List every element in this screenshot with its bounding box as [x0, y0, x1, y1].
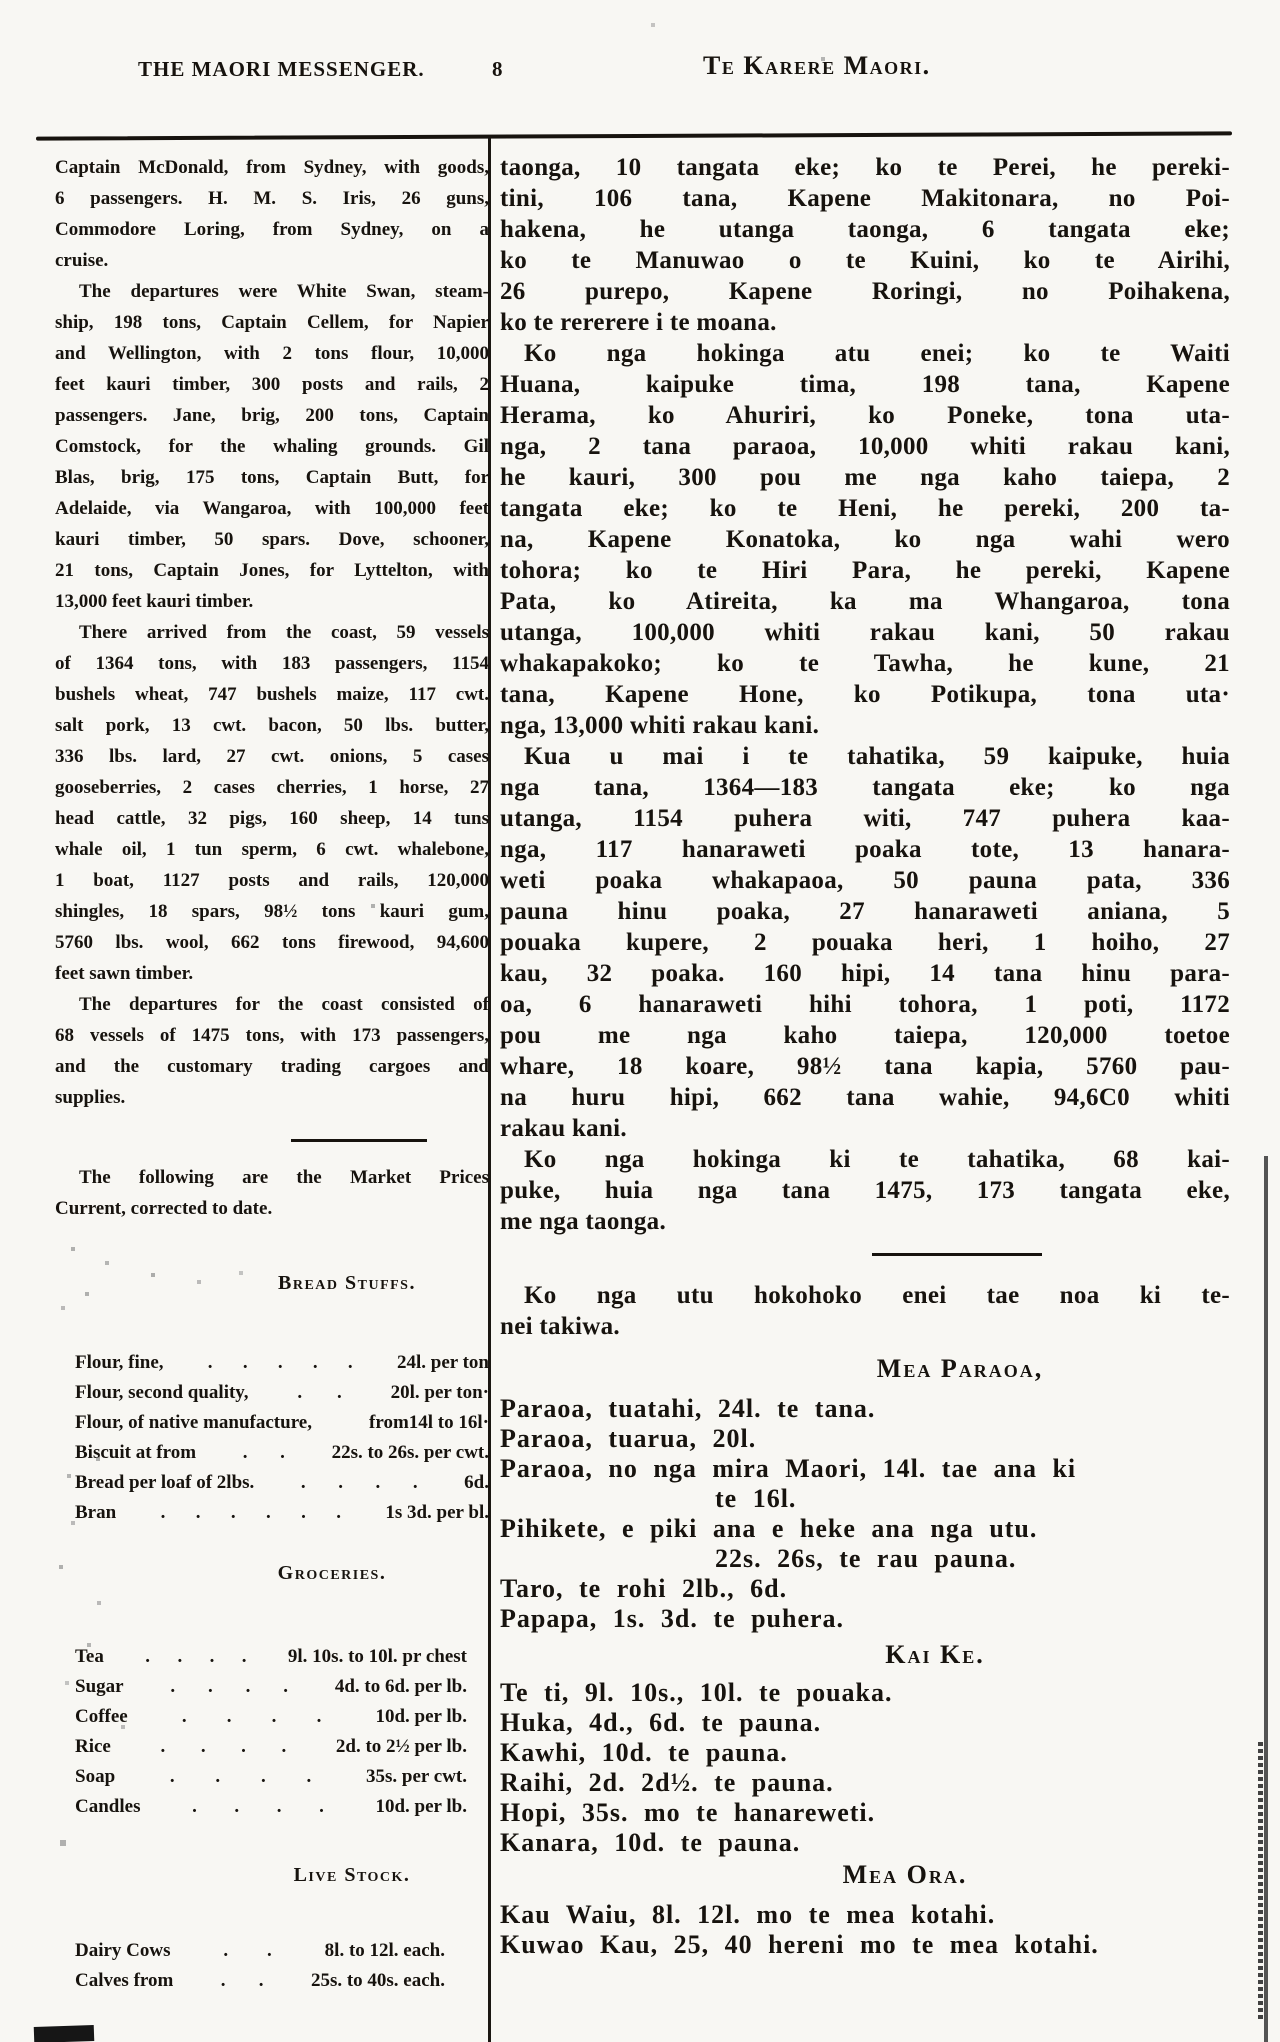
price-row: [55, 1702, 467, 1732]
price-item-name: Rice: [75, 1736, 111, 1757]
text-line: The departures were White Swan, steam-: [79, 281, 489, 302]
price-line: Huka, 4d., 6d. te pauna.: [500, 1708, 822, 1737]
price-line: Te ti, 9l. 10s., 10l. te pouaka.: [500, 1678, 893, 1707]
leader-dot: .: [319, 1796, 324, 1817]
header-rule: [36, 131, 1232, 140]
price-row: [55, 1378, 489, 1408]
dot-leader: [128, 1702, 376, 1732]
price-value: 2d. to 2½ per lb.: [335, 1736, 467, 1757]
price-row: [55, 1348, 489, 1378]
text-line: puke, huia nga tana 1475, 173 tangata eke,: [500, 1177, 1230, 1204]
price-row: [55, 1468, 489, 1498]
price-value: 22s. to 26s. per cwt.: [331, 1442, 489, 1463]
price-value: 8l. to 12l. each.: [324, 1940, 445, 1961]
dot-leader: [111, 1732, 336, 1762]
leader-dot: .: [312, 1352, 318, 1373]
text-line: There arrived from the coast, 59 vessels: [79, 622, 489, 643]
price-row: [55, 1966, 445, 1996]
price-item-name: Dairy Cows: [75, 1940, 171, 1961]
maori-column: [500, 152, 1230, 1960]
text-line: Kua u mai i te tahatika, 59 kaipuke, huia: [524, 743, 1230, 770]
leader-dot: .: [316, 1706, 322, 1727]
leader-dot: .: [338, 1472, 343, 1493]
dot-leader: [173, 1966, 311, 1996]
section-rule: [291, 1139, 427, 1142]
text-line: kauri timber, 50 spars. Dove, schooner,: [55, 529, 489, 550]
text-line: 336 lbs. lard, 27 cwt. onions, 5 cases: [55, 746, 489, 767]
english-column: [55, 152, 489, 1996]
text-line: supplies.: [55, 1087, 126, 1108]
text-line: na, Kapene Konatoka, ko nga wahi wero: [500, 526, 1230, 553]
dot-leader: [249, 1378, 391, 1408]
text-line: weti poaka whakapaoa, 50 pauna pata, 336: [500, 867, 1230, 894]
section-heading: Groceries.: [277, 1562, 387, 1584]
leader-dot: .: [160, 1736, 166, 1757]
leader-dot: .: [169, 1766, 175, 1787]
text-line: nei takiwa.: [500, 1313, 620, 1340]
price-list: [500, 1394, 1230, 1634]
section-heading: Bread Stuffs.: [278, 1272, 416, 1294]
text-line: and Wellington, with 2 tons flour, 10,000: [55, 343, 489, 364]
leader-dot: .: [241, 1736, 246, 1757]
price-line: Taro, te rohi 2lb., 6d.: [500, 1574, 788, 1603]
text-line: The following are the Market Prices: [79, 1167, 489, 1188]
text-line: tohora; ko te Hiri Para, he pereki, Kapene: [500, 557, 1230, 584]
text-line: feet kauri timber, 300 posts and rails, 2: [55, 374, 489, 395]
leader-dot: .: [230, 1502, 236, 1523]
price-line: Paraoa, tuatahi, 24l. te tana.: [500, 1394, 876, 1423]
price-item-name: Sugar: [75, 1676, 124, 1697]
text-line: utanga, 1154 puhera witi, 747 puhera kaa-: [500, 805, 1230, 832]
price-item-name: Biscuit at from: [75, 1442, 197, 1463]
leader-dot: .: [301, 1502, 306, 1523]
dot-leader: [196, 1438, 332, 1468]
dot-leader: [104, 1642, 288, 1672]
text-line: 6 passengers. H. M. S. Iris, 26 guns,: [55, 188, 489, 209]
price-row: [55, 1762, 467, 1792]
price-line: 22s. 26s, te rau pauna.: [715, 1544, 1017, 1573]
leader-dot: .: [209, 1646, 215, 1667]
dot-leader: [124, 1672, 335, 1702]
leader-dot: .: [347, 1352, 353, 1373]
text-line: Pata, ko Atireita, ka ma Whangaroa, tona: [500, 588, 1230, 615]
price-value: 4d. to 6d. per lb.: [334, 1676, 467, 1697]
price-item-name: Candles: [75, 1796, 141, 1817]
price-line: Hopi, 35s. mo te hanareweti.: [500, 1798, 876, 1827]
price-value: 24l. per ton: [396, 1352, 489, 1373]
text-line: Captain McDonald, from Sydney, with goods,: [55, 157, 489, 178]
leader-dot: .: [207, 1352, 213, 1373]
text-line: 68 vessels of 1475 tons, with 173 passengers,: [55, 1025, 489, 1046]
section-heading: Live Stock.: [293, 1864, 411, 1886]
price-value: from14l to 16l·: [369, 1412, 489, 1433]
leader-dot: .: [200, 1736, 206, 1757]
masthead-left-title: THE MAORI MESSENGER.: [138, 57, 425, 81]
text-line: Ko nga hokinga atu enei; ko te Waiti: [524, 340, 1230, 367]
price-list: [55, 1348, 489, 1528]
price-row: [55, 1408, 489, 1438]
text-line: 13,000 feet kauri timber.: [55, 591, 254, 612]
text-line: kau, 32 poaka. 160 hipi, 14 tana hinu para-: [500, 960, 1230, 987]
text-line: rakau kani.: [500, 1115, 627, 1142]
price-line: Papapa, 1s. 3d. te puhera.: [500, 1604, 845, 1633]
dot-leader: [254, 1468, 464, 1498]
leader-dot: .: [277, 1352, 283, 1373]
price-line: Raihi, 2d. 2d½. te pauna.: [500, 1768, 834, 1797]
leader-dot: .: [170, 1676, 176, 1697]
text-line: cruise.: [55, 250, 109, 271]
price-line: Paraoa, no nga mira Maori, 14l. tae ana ki: [500, 1454, 1077, 1483]
text-line: 1 boat, 1127 posts and rails, 120,000: [55, 870, 489, 891]
price-list: [500, 1678, 1230, 1858]
leader-dot: .: [280, 1442, 285, 1463]
price-value: 35s. per cwt.: [366, 1766, 467, 1787]
leader-dot: .: [223, 1940, 229, 1961]
dot-leader: [171, 1936, 325, 1966]
leader-dot: .: [215, 1766, 221, 1787]
leader-dot: .: [160, 1502, 166, 1523]
scan-artifact-right-markings: [1258, 1742, 1263, 2022]
text-line: pauna hinu poaka, 27 hanaraweti aniana, 5: [500, 898, 1230, 925]
price-item-name: Bran: [75, 1502, 117, 1523]
price-item-name: Flour, second quality,: [75, 1382, 249, 1403]
leader-dot: .: [208, 1676, 213, 1697]
text-line: passengers. Jane, brig, 200 tons, Captain: [55, 405, 489, 426]
text-line: The departures for the coast consisted of: [79, 994, 489, 1015]
dot-leader: [140, 1792, 375, 1822]
dot-leader: [116, 1498, 385, 1528]
leader-dot: .: [283, 1676, 288, 1697]
text-line: whare, 18 koare, 98½ tana kapia, 5760 pau-: [500, 1053, 1230, 1080]
price-row: [55, 1438, 489, 1468]
text-line: Blas, brig, 175 tons, Captain Butt, for: [55, 467, 489, 488]
scan-artifact-bottom-left: [34, 2025, 95, 2042]
leader-dot: .: [145, 1646, 151, 1667]
section-rule: [872, 1253, 1042, 1256]
leader-dot: .: [258, 1970, 264, 1991]
text-line: Ko nga utu hokohoko enei tae noa ki te-: [524, 1282, 1230, 1309]
text-line: head cattle, 32 pigs, 160 sheep, 14 tuns: [55, 808, 489, 829]
price-line: Kawhi, 10d. te pauna.: [500, 1738, 788, 1767]
text-line: Current, corrected to date.: [55, 1198, 273, 1219]
price-row: [55, 1672, 467, 1702]
leader-dot: .: [337, 1382, 342, 1403]
text-line: na huru hipi, 662 tana wahie, 94,6C0 whiti: [500, 1084, 1230, 1111]
price-value: 9l. 10s. to 10l. pr chest: [287, 1646, 467, 1667]
text-line: 5760 lbs. wool, 662 tons firewood, 94,600: [55, 932, 489, 953]
section-heading: Mea Paraoa,: [876, 1354, 1044, 1383]
text-line: nga, 117 hanaraweti poaka tote, 13 hanara-: [500, 836, 1230, 863]
text-line: taonga, 10 tangata eke; ko te Perei, he pereki-: [500, 154, 1230, 181]
price-line: Kuwao Kau, 25, 40 hereni mo te mea kotahi.: [500, 1930, 1099, 1959]
text-line: salt pork, 13 cwt. bacon, 50 lbs. butter,: [55, 715, 489, 736]
text-line: me nga taonga.: [500, 1208, 667, 1235]
text-line: whakapakoko; ko te Tawha, he kune, 21: [500, 650, 1230, 677]
text-line: tangata eke; ko te Heni, he pereki, 200 ta-: [500, 495, 1230, 522]
leader-dot: .: [297, 1382, 303, 1403]
price-row: [55, 1792, 467, 1822]
leader-dot: .: [276, 1796, 282, 1817]
section-heading: Kai Ke.: [885, 1640, 985, 1669]
dot-leader: [115, 1762, 366, 1792]
price-item-name: Soap: [75, 1766, 116, 1787]
text-line: tini, 106 tana, Kapene Makitonara, no Poi-: [500, 185, 1230, 212]
leader-dot: .: [242, 1352, 248, 1373]
text-line: oa, 6 hanaraweti hihi tohora, 1 poti, 1172: [500, 991, 1230, 1018]
price-item-name: Coffee: [75, 1706, 128, 1727]
price-line: Kanara, 10d. te pauna.: [500, 1828, 801, 1857]
leader-dot: .: [234, 1796, 240, 1817]
dot-leader: [164, 1348, 397, 1378]
leader-dot: .: [300, 1472, 306, 1493]
leader-dot: .: [375, 1472, 381, 1493]
text-line: Adelaide, via Wangaroa, with 100,000 feet: [55, 498, 489, 519]
price-list: [500, 1900, 1230, 1960]
leader-dot: .: [281, 1736, 287, 1757]
price-value: 10d. per lb.: [375, 1706, 467, 1727]
text-line: gooseberries, 2 cases cherries, 1 horse, 27: [55, 777, 489, 798]
text-line: Herama, ko Ahuriri, ko Poneke, tona uta-: [500, 402, 1230, 429]
text-line: Comstock, for the whaling grounds. Gil: [55, 436, 489, 457]
text-line: nga tana, 1364—183 tangata eke; ko nga: [500, 774, 1230, 801]
leader-dot: .: [412, 1472, 418, 1493]
text-line: tana, Kapene Hone, ko Potikupa, tona uta·: [500, 681, 1230, 708]
text-line: nga, 2 tana paraoa, 10,000 whiti rakau kani,: [500, 433, 1230, 460]
text-line: Huana, kaipuke tima, 198 tana, Kapene: [500, 371, 1230, 398]
price-row: [55, 1498, 489, 1528]
text-line: ko te Manuwao o te Kuini, ko te Airihi,: [500, 247, 1230, 274]
text-line: nga, 13,000 whiti rakau kani.: [500, 712, 820, 739]
price-line: te 16l.: [715, 1484, 797, 1513]
price-row: [55, 1642, 467, 1672]
page-number: 8: [492, 57, 503, 81]
price-value: 1s 3d. per bl.: [385, 1502, 489, 1523]
text-line: utanga, 100,000 whiti rakau kani, 50 rakau: [500, 619, 1230, 646]
price-item-name: Tea: [75, 1646, 104, 1667]
leader-dot: .: [267, 1940, 272, 1961]
leader-dot: .: [181, 1706, 187, 1727]
price-value: 25s. to 40s. each.: [310, 1970, 445, 1991]
leader-dot: .: [195, 1502, 201, 1523]
scan-artifact-right-edge: [1264, 1156, 1268, 2042]
text-line: hakena, he utanga taonga, 6 tangata eke;: [500, 216, 1230, 243]
ink-speckles: [0, 0, 2, 2]
leader-dot: .: [242, 1442, 248, 1463]
text-line: shingles, 18 spars, 98½ tons kauri gum,: [55, 901, 489, 922]
text-line: pouaka kupere, 2 pouaka heri, 1 hoiho, 27: [500, 929, 1230, 956]
text-line: of 1364 tons, with 183 passengers, 1154: [55, 653, 489, 674]
leader-dot: .: [260, 1766, 266, 1787]
price-row: [55, 1732, 467, 1762]
text-line: pou me nga kaho taiepa, 120,000 toetoe: [500, 1022, 1230, 1049]
section-heading: Mea Ora.: [842, 1860, 968, 1889]
text-line: ko te rererere i te moana.: [500, 309, 777, 336]
leader-dot: .: [245, 1676, 251, 1697]
price-value: 10d. per lb.: [375, 1796, 467, 1817]
text-line: feet sawn timber.: [55, 963, 194, 984]
leader-dot: .: [177, 1646, 183, 1667]
text-line: ship, 198 tons, Captain Cellem, for Napier: [55, 312, 489, 333]
text-line: whale oil, 1 tun sperm, 6 cwt. whalebone,: [55, 839, 489, 860]
price-list: [55, 1642, 489, 1822]
masthead-right-title: Te Karere Maori.: [703, 51, 931, 80]
text-line: and the customary trading cargoes and: [55, 1056, 489, 1077]
price-value: 20l. per ton·: [390, 1382, 489, 1403]
text-line: bushels wheat, 747 bushels maize, 117 cwt.: [55, 684, 489, 705]
leader-dot: .: [192, 1796, 197, 1817]
price-item-name: Flour, of native manufacture,: [75, 1412, 312, 1433]
price-line: Pihikete, e piki ana e heke ana nga utu.: [500, 1514, 1038, 1543]
leader-dot: .: [306, 1766, 312, 1787]
price-item-name: Flour, fine,: [75, 1352, 164, 1373]
text-line: Commodore Loring, from Sydney, on a: [55, 219, 489, 240]
leader-dot: .: [265, 1502, 271, 1523]
leader-dot: .: [336, 1502, 341, 1523]
price-row: [55, 1936, 445, 1966]
text-line: 21 tons, Captain Jones, for Lyttelton, with: [55, 560, 489, 581]
price-item-name: Bread per loaf of 2lbs.: [75, 1472, 255, 1493]
text-line: Ko nga hokinga ki te tahatika, 68 kai-: [524, 1146, 1230, 1173]
text-line: he kauri, 300 pou me nga kaho taiepa, 2: [500, 464, 1230, 491]
price-line: Paraoa, tuarua, 20l.: [500, 1424, 757, 1453]
leader-dot: .: [226, 1706, 232, 1727]
price-value: 6d.: [464, 1472, 489, 1493]
text-line: 26 purepo, Kapene Roringi, no Poihakena,: [500, 278, 1230, 305]
price-list: [55, 1936, 489, 1996]
price-item-name: Calves from: [75, 1970, 174, 1991]
leader-dot: .: [241, 1646, 247, 1667]
leader-dot: .: [220, 1970, 226, 1991]
price-line: Kau Waiu, 8l. 12l. mo te mea kotahi.: [500, 1900, 996, 1929]
leader-dot: .: [271, 1706, 277, 1727]
